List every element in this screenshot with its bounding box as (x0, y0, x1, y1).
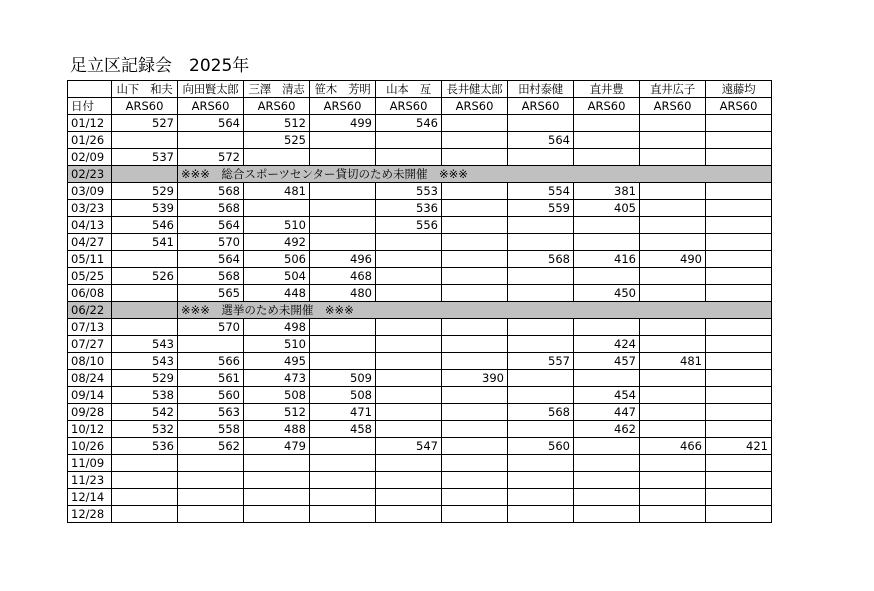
score-cell (376, 132, 442, 149)
score-cell (442, 404, 508, 421)
cancellation-note: ※※※ 総合スポーツセンター貸切のため未開催 ※※※ (178, 166, 772, 183)
score-cell (442, 353, 508, 370)
row-date: 04/27 (68, 234, 112, 251)
score-cell (310, 183, 376, 200)
score-cell: 546 (376, 115, 442, 132)
row-date: 05/25 (68, 268, 112, 285)
score-cell: 447 (574, 404, 640, 421)
score-cell (442, 506, 508, 523)
score-cell: 480 (310, 285, 376, 302)
score-cell (442, 149, 508, 166)
score-cell (706, 506, 772, 523)
score-cell (376, 149, 442, 166)
score-cell (112, 319, 178, 336)
score-cell: 509 (310, 370, 376, 387)
row-date: 03/09 (68, 183, 112, 200)
row-date: 11/23 (68, 472, 112, 489)
row-date: 11/09 (68, 455, 112, 472)
score-cell (376, 421, 442, 438)
shooter-name: 笹木 芳明 (310, 81, 376, 98)
score-cell (508, 506, 574, 523)
score-cell (706, 200, 772, 217)
score-cell (706, 370, 772, 387)
table-row (68, 183, 772, 200)
score-cell (310, 319, 376, 336)
score-cell (706, 183, 772, 200)
score-cell: 572 (178, 149, 244, 166)
score-cell: 564 (508, 132, 574, 149)
score-cell (112, 489, 178, 506)
score-cell (442, 438, 508, 455)
score-cell: 554 (508, 183, 574, 200)
score-cell (706, 149, 772, 166)
score-cell (310, 336, 376, 353)
score-cell: 488 (244, 421, 310, 438)
score-cell (640, 132, 706, 149)
row-date: 06/08 (68, 285, 112, 302)
score-cell (442, 268, 508, 285)
score-cell (442, 336, 508, 353)
row-date: 08/10 (68, 353, 112, 370)
score-cell: 526 (112, 268, 178, 285)
table-row (68, 387, 772, 404)
score-cell: 454 (574, 387, 640, 404)
row-date: 12/28 (68, 506, 112, 523)
score-cell (574, 489, 640, 506)
score-cell (574, 149, 640, 166)
score-cell: 561 (178, 370, 244, 387)
class-label: ARS60 (112, 98, 178, 115)
class-label: ARS60 (376, 98, 442, 115)
score-cell (178, 472, 244, 489)
score-cell: 481 (640, 353, 706, 370)
score-cell (706, 251, 772, 268)
score-cell (640, 472, 706, 489)
shooter-name: 山下 和夫 (112, 81, 178, 98)
table-row (68, 455, 772, 472)
class-header-row (68, 98, 772, 115)
table-row (68, 353, 772, 370)
score-cell (244, 200, 310, 217)
score-cell: 556 (376, 217, 442, 234)
row-date: 10/26 (68, 438, 112, 455)
score-cell: 536 (376, 200, 442, 217)
score-cell (640, 217, 706, 234)
score-cell: 539 (112, 200, 178, 217)
score-cell (376, 353, 442, 370)
score-cell: 498 (244, 319, 310, 336)
score-cell (442, 217, 508, 234)
score-cell: 424 (574, 336, 640, 353)
row-date: 03/23 (68, 200, 112, 217)
score-cell (310, 455, 376, 472)
row-date: 02/09 (68, 149, 112, 166)
score-cell: 529 (112, 370, 178, 387)
score-cell (706, 404, 772, 421)
score-cell: 560 (508, 438, 574, 455)
score-cell: 450 (574, 285, 640, 302)
score-cell (178, 455, 244, 472)
row-date: 07/13 (68, 319, 112, 336)
class-label: ARS60 (178, 98, 244, 115)
score-cell (640, 404, 706, 421)
score-cell (112, 302, 178, 319)
score-cell: 471 (310, 404, 376, 421)
score-cell (376, 234, 442, 251)
score-cell: 504 (244, 268, 310, 285)
score-cell (508, 370, 574, 387)
score-cell: 564 (178, 251, 244, 268)
score-cell: 564 (178, 217, 244, 234)
table-row (68, 285, 772, 302)
score-cell (640, 506, 706, 523)
score-cell (574, 472, 640, 489)
row-date: 02/23 (68, 166, 112, 183)
score-cell (112, 166, 178, 183)
score-cell (574, 506, 640, 523)
score-cell (706, 217, 772, 234)
score-cell (442, 455, 508, 472)
score-cell: 543 (112, 336, 178, 353)
score-cell (508, 285, 574, 302)
score-cell (310, 217, 376, 234)
score-cell (442, 472, 508, 489)
score-cell (706, 285, 772, 302)
row-date: 09/28 (68, 404, 112, 421)
score-cell: 558 (178, 421, 244, 438)
score-cell: 542 (112, 404, 178, 421)
score-cell (508, 149, 574, 166)
row-date: 09/14 (68, 387, 112, 404)
table-row (68, 302, 772, 319)
score-cell (376, 489, 442, 506)
score-cell (640, 115, 706, 132)
score-cell (706, 472, 772, 489)
score-cell: 566 (178, 353, 244, 370)
score-cell (178, 506, 244, 523)
score-cell: 490 (640, 251, 706, 268)
table-row (68, 149, 772, 166)
cancellation-note: ※※※ 選挙のため未開催 ※※※ (178, 302, 772, 319)
score-cell (376, 506, 442, 523)
score-cell: 553 (376, 183, 442, 200)
row-date: 07/27 (68, 336, 112, 353)
score-cell (112, 455, 178, 472)
score-cell (178, 489, 244, 506)
score-cell (442, 285, 508, 302)
score-cell: 405 (574, 200, 640, 217)
score-cell (508, 319, 574, 336)
score-cell: 568 (508, 251, 574, 268)
shooter-name: 遠藤均 (706, 81, 772, 98)
score-cell (244, 489, 310, 506)
score-cell (508, 387, 574, 404)
score-cell: 546 (112, 217, 178, 234)
class-label: ARS60 (442, 98, 508, 115)
table-row (68, 506, 772, 523)
score-cell (508, 217, 574, 234)
score-cell: 421 (706, 438, 772, 455)
score-cell: 416 (574, 251, 640, 268)
score-cell (442, 183, 508, 200)
score-cell: 508 (310, 387, 376, 404)
score-cell (706, 132, 772, 149)
score-cell: 466 (640, 438, 706, 455)
score-cell (112, 285, 178, 302)
score-cell (508, 115, 574, 132)
score-cell: 568 (178, 183, 244, 200)
score-cell: 543 (112, 353, 178, 370)
score-cell: 527 (112, 115, 178, 132)
score-cell: 565 (178, 285, 244, 302)
score-cell (442, 200, 508, 217)
score-cell (310, 438, 376, 455)
score-cell: 547 (376, 438, 442, 455)
sheet-title: 足立区記録会 2025年 (70, 56, 250, 76)
table-row (68, 472, 772, 489)
score-cell (508, 336, 574, 353)
score-cell (640, 455, 706, 472)
score-cell: 457 (574, 353, 640, 370)
score-cell (574, 234, 640, 251)
score-cell (508, 489, 574, 506)
score-cell: 568 (178, 268, 244, 285)
score-cell (178, 132, 244, 149)
score-cell (442, 319, 508, 336)
score-cell (442, 234, 508, 251)
score-cell (574, 132, 640, 149)
score-cell (640, 336, 706, 353)
score-cell (640, 489, 706, 506)
table-row (68, 268, 772, 285)
row-date: 08/24 (68, 370, 112, 387)
score-cell (376, 319, 442, 336)
class-label: ARS60 (244, 98, 310, 115)
score-cell (310, 132, 376, 149)
score-cell (706, 319, 772, 336)
score-cell (640, 387, 706, 404)
score-cell (640, 370, 706, 387)
table-row (68, 319, 772, 336)
score-cell (640, 200, 706, 217)
score-cell (376, 268, 442, 285)
score-cell (640, 183, 706, 200)
score-cell (574, 438, 640, 455)
score-cell (376, 285, 442, 302)
row-date: 01/12 (68, 115, 112, 132)
score-cell (706, 336, 772, 353)
table-row (68, 115, 772, 132)
score-cell (442, 421, 508, 438)
row-date: 06/22 (68, 302, 112, 319)
score-cell (376, 370, 442, 387)
score-cell (310, 506, 376, 523)
shooter-name: 山本 亙 (376, 81, 442, 98)
score-cell (310, 234, 376, 251)
score-cell (508, 455, 574, 472)
table-row (68, 251, 772, 268)
row-date: 10/12 (68, 421, 112, 438)
score-table-body (68, 115, 772, 523)
score-cell (310, 149, 376, 166)
score-cell (442, 115, 508, 132)
score-cell: 557 (508, 353, 574, 370)
score-cell (244, 455, 310, 472)
score-cell: 564 (178, 115, 244, 132)
score-cell: 512 (244, 115, 310, 132)
score-cell (508, 421, 574, 438)
score-cell: 568 (508, 404, 574, 421)
score-cell (112, 132, 178, 149)
class-label: ARS60 (574, 98, 640, 115)
shooter-name: 直井広子 (640, 81, 706, 98)
shooter-name: 直井豊 (574, 81, 640, 98)
score-cell (574, 455, 640, 472)
score-cell (376, 336, 442, 353)
score-cell (376, 251, 442, 268)
row-date: 01/26 (68, 132, 112, 149)
score-cell (640, 421, 706, 438)
date-column-header: 日付 (68, 98, 112, 115)
score-cell (574, 319, 640, 336)
score-cell (112, 251, 178, 268)
score-cell (376, 387, 442, 404)
corner-cell (68, 81, 112, 98)
score-cell (640, 268, 706, 285)
score-cell (112, 472, 178, 489)
score-cell: 458 (310, 421, 376, 438)
score-cell (706, 234, 772, 251)
score-cell: 537 (112, 149, 178, 166)
score-cell: 479 (244, 438, 310, 455)
score-cell (112, 506, 178, 523)
score-cell: 570 (178, 234, 244, 251)
table-row (68, 132, 772, 149)
score-cell (640, 149, 706, 166)
score-cell: 532 (112, 421, 178, 438)
shooter-name: 長井健太郎 (442, 81, 508, 98)
score-cell: 559 (508, 200, 574, 217)
score-cell: 570 (178, 319, 244, 336)
score-cell: 496 (310, 251, 376, 268)
row-date: 12/14 (68, 489, 112, 506)
score-cell: 541 (112, 234, 178, 251)
score-cell: 536 (112, 438, 178, 455)
score-cell (442, 387, 508, 404)
score-cell: 506 (244, 251, 310, 268)
score-cell (508, 268, 574, 285)
score-cell (310, 353, 376, 370)
score-cell: 499 (310, 115, 376, 132)
score-cell (244, 506, 310, 523)
score-cell (706, 387, 772, 404)
table-row (68, 370, 772, 387)
score-cell (706, 489, 772, 506)
score-cell (442, 132, 508, 149)
score-cell (574, 268, 640, 285)
score-cell (706, 455, 772, 472)
table-row (68, 234, 772, 251)
score-cell: 473 (244, 370, 310, 387)
score-cell (376, 455, 442, 472)
score-cell (310, 200, 376, 217)
score-cell (574, 115, 640, 132)
table-row (68, 404, 772, 421)
score-cell: 495 (244, 353, 310, 370)
score-cell: 381 (574, 183, 640, 200)
score-cell (706, 353, 772, 370)
score-cell: 560 (178, 387, 244, 404)
row-date: 04/13 (68, 217, 112, 234)
class-label: ARS60 (706, 98, 772, 115)
score-cell: 568 (178, 200, 244, 217)
score-cell (574, 370, 640, 387)
score-cell: 462 (574, 421, 640, 438)
score-cell (244, 472, 310, 489)
table-row (68, 217, 772, 234)
score-cell (640, 285, 706, 302)
table-row (68, 438, 772, 455)
score-cell (706, 268, 772, 285)
score-cell: 390 (442, 370, 508, 387)
score-cell: 481 (244, 183, 310, 200)
score-cell (508, 472, 574, 489)
score-cell (442, 489, 508, 506)
score-cell (508, 234, 574, 251)
score-cell: 510 (244, 217, 310, 234)
shooter-name: 三澤 清志 (244, 81, 310, 98)
class-label: ARS60 (508, 98, 574, 115)
table-row (68, 489, 772, 506)
score-cell: 468 (310, 268, 376, 285)
shooter-name: 田村泰健 (508, 81, 574, 98)
score-cell (310, 489, 376, 506)
score-cell: 508 (244, 387, 310, 404)
table-row (68, 200, 772, 217)
class-label: ARS60 (310, 98, 376, 115)
score-cell: 492 (244, 234, 310, 251)
class-label: ARS60 (640, 98, 706, 115)
score-cell (310, 472, 376, 489)
score-cell (640, 234, 706, 251)
score-cell (376, 404, 442, 421)
score-cell: 538 (112, 387, 178, 404)
score-cell: 525 (244, 132, 310, 149)
score-cell (376, 472, 442, 489)
score-cell (574, 217, 640, 234)
score-cell: 512 (244, 404, 310, 421)
score-cell (706, 421, 772, 438)
score-cell: 529 (112, 183, 178, 200)
score-cell: 563 (178, 404, 244, 421)
score-cell: 562 (178, 438, 244, 455)
score-cell (442, 251, 508, 268)
score-cell: 510 (244, 336, 310, 353)
score-cell: 448 (244, 285, 310, 302)
table-row (68, 166, 772, 183)
table-row (68, 336, 772, 353)
score-table (67, 80, 772, 523)
score-cell (244, 149, 310, 166)
score-cell (706, 115, 772, 132)
shooter-name: 向田賢太郎 (178, 81, 244, 98)
score-cell (178, 336, 244, 353)
score-cell (640, 319, 706, 336)
table-row (68, 421, 772, 438)
row-date: 05/11 (68, 251, 112, 268)
name-header-row (68, 81, 772, 98)
